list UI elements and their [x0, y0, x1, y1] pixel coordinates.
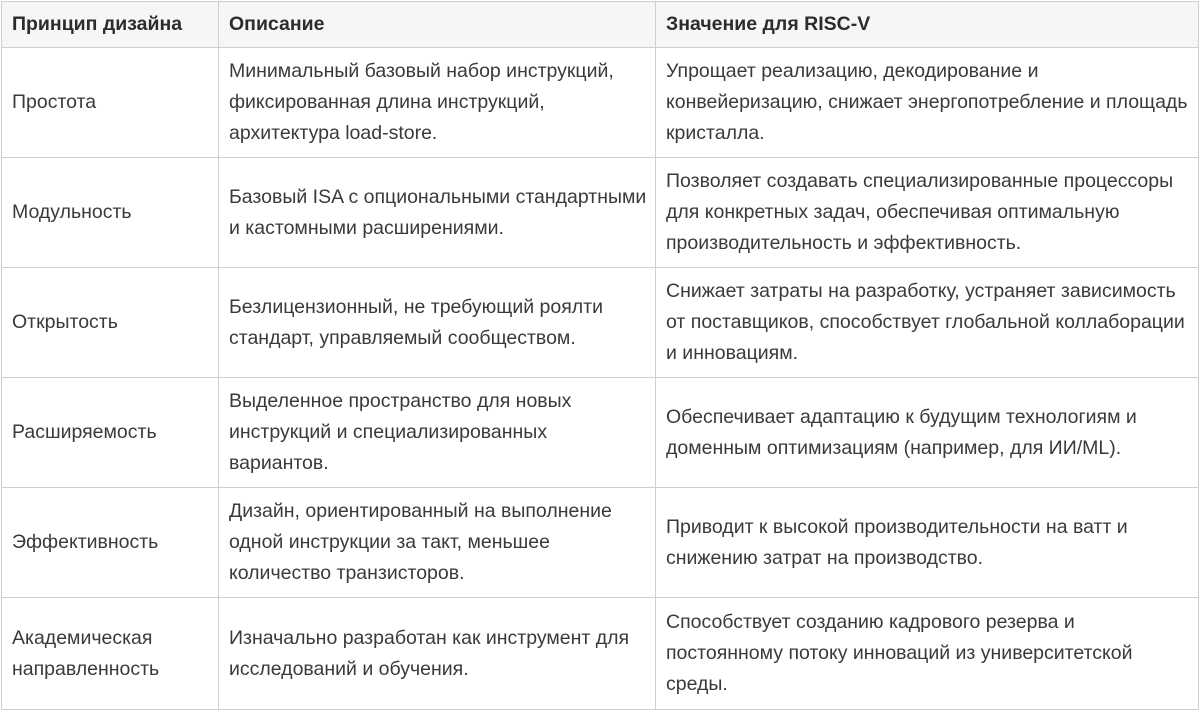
cell-description: Базовый ISA с опциональными стандартными и кастомными расширениями.	[219, 158, 656, 268]
cell-significance: Позволяет создавать специализированные процессоры для конкретных задач, обеспечивая оптимальную производительность и эффективность.	[656, 158, 1199, 268]
table-row	[2, 488, 1199, 598]
table-row	[2, 378, 1199, 488]
cell-principle: Открытость	[2, 268, 219, 378]
table-body	[2, 48, 1199, 710]
cell-significance: Упрощает реализацию, декодирование и конвейеризацию, снижает энергопотребление и площадь кристалла.	[656, 48, 1199, 158]
cell-principle: Эффективность	[2, 488, 219, 598]
table-row	[2, 598, 1199, 710]
design-principles-table	[1, 1, 1199, 710]
cell-description: Дизайн, ориентированный на выполнение одной инструкции за такт, меньшее количество транзисторов.	[219, 488, 656, 598]
cell-description: Выделенное пространство для новых инструкций и специализированных вариантов.	[219, 378, 656, 488]
header-principle: Принцип дизайна	[2, 2, 219, 48]
cell-description: Изначально разработан как инструмент для исследований и обучения.	[219, 598, 656, 710]
cell-description: Безлицензионный, не требующий роялти стандарт, управляемый сообществом.	[219, 268, 656, 378]
header-significance: Значение для RISC-V	[656, 2, 1199, 48]
cell-principle: Академическая направленность	[2, 598, 219, 710]
cell-significance: Приводит к высокой производительности на ватт и снижению затрат на производство.	[656, 488, 1199, 598]
table-row	[2, 158, 1199, 268]
cell-significance: Обеспечивает адаптацию к будущим технологиям и доменным оптимизациям (например, для ИИ/ML).	[656, 378, 1199, 488]
cell-principle: Расширяемость	[2, 378, 219, 488]
cell-principle: Простота	[2, 48, 219, 158]
table-header	[2, 2, 1199, 48]
cell-description: Минимальный базовый набор инструкций, фиксированная длина инструкций, архитектура load-store.	[219, 48, 656, 158]
header-description: Описание	[219, 2, 656, 48]
table-row	[2, 48, 1199, 158]
table-row	[2, 268, 1199, 378]
cell-significance: Снижает затраты на разработку, устраняет зависимость от поставщиков, способствует глобальной коллаборации и инновациям.	[656, 268, 1199, 378]
header-row	[2, 2, 1199, 48]
cell-principle: Модульность	[2, 158, 219, 268]
cell-significance: Способствует созданию кадрового резерва и постоянному потоку инноваций из университетской среды.	[656, 598, 1199, 710]
